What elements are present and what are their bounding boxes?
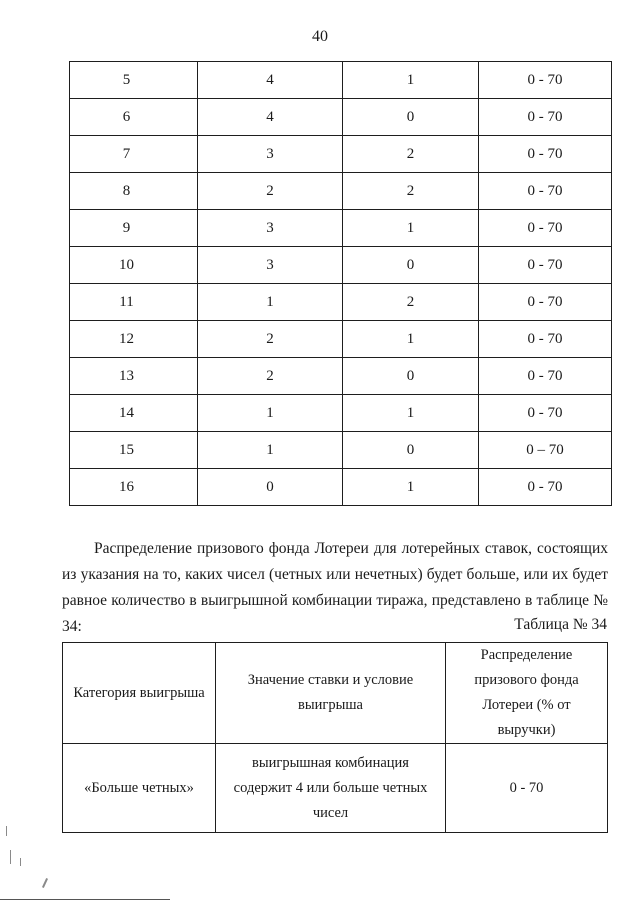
table-row bbox=[70, 395, 612, 432]
odd-count-cell: 1 bbox=[343, 469, 479, 506]
body-paragraph: Распределение призового фонда Лотереи для лотерейных ставок, состоящих из указания на то, каких чисел (четных или нечетных) будет больше, или их будет равное количество в выигрышной комбинации тиража, представлено в таблице № 34: bbox=[62, 540, 608, 635]
table-row bbox=[70, 210, 612, 247]
header-category: Категория выигрыша bbox=[63, 643, 216, 744]
bottom-rule bbox=[0, 899, 170, 900]
category-cell: 5 bbox=[70, 62, 198, 99]
category-cell: 9 bbox=[70, 210, 198, 247]
even-count-cell: 4 bbox=[198, 62, 343, 99]
distribution-cell: 0 - 70 bbox=[479, 210, 612, 247]
odd-count-cell: 1 bbox=[343, 395, 479, 432]
even-count-cell: 3 bbox=[198, 210, 343, 247]
odd-count-cell: 2 bbox=[343, 284, 479, 321]
even-count-cell: 1 bbox=[198, 432, 343, 469]
odd-count-cell: 0 bbox=[343, 358, 479, 395]
category-cell: 10 bbox=[70, 247, 198, 284]
scan-artifact bbox=[42, 878, 48, 888]
category-cell: 6 bbox=[70, 99, 198, 136]
category-cell: 13 bbox=[70, 358, 198, 395]
odd-count-cell: 0 bbox=[343, 99, 479, 136]
distribution-cell: 0 - 70 bbox=[479, 136, 612, 173]
even-count-cell: 4 bbox=[198, 99, 343, 136]
category-cell: «Больше четных» bbox=[63, 744, 216, 833]
category-cell: 8 bbox=[70, 173, 198, 210]
odd-count-cell: 0 bbox=[343, 432, 479, 469]
even-count-cell: 2 bbox=[198, 358, 343, 395]
table-row bbox=[63, 744, 608, 833]
scan-artifact bbox=[6, 826, 7, 836]
distribution-cell: 0 - 70 bbox=[479, 173, 612, 210]
table-row bbox=[70, 321, 612, 358]
odd-count-cell: 2 bbox=[343, 136, 479, 173]
table-header-row bbox=[63, 643, 608, 744]
odd-count-cell: 1 bbox=[343, 321, 479, 358]
table-row bbox=[70, 432, 612, 469]
distribution-cell: 0 - 70 bbox=[479, 469, 612, 506]
distribution-cell: 0 - 70 bbox=[479, 358, 612, 395]
header-distribution: Распределение призового фонда Лотереи (% от выручки) bbox=[446, 643, 608, 744]
scan-artifact bbox=[10, 850, 11, 864]
odd-count-cell: 2 bbox=[343, 173, 479, 210]
distribution-cell: 0 - 70 bbox=[446, 744, 608, 833]
table-34 bbox=[62, 642, 608, 833]
even-count-cell: 0 bbox=[198, 469, 343, 506]
category-cell: 7 bbox=[70, 136, 198, 173]
even-count-cell: 1 bbox=[198, 284, 343, 321]
distribution-cell: 0 - 70 bbox=[479, 284, 612, 321]
even-count-cell: 2 bbox=[198, 173, 343, 210]
odd-count-cell: 0 bbox=[343, 247, 479, 284]
condition-cell: выигрышная комбинация содержит 4 или больше четных чисел bbox=[216, 744, 446, 833]
category-cell: 11 bbox=[70, 284, 198, 321]
table-row bbox=[70, 358, 612, 395]
header-condition: Значение ставки и условие выигрыша bbox=[216, 643, 446, 744]
odd-count-cell: 1 bbox=[343, 62, 479, 99]
even-count-cell: 3 bbox=[198, 247, 343, 284]
table-row bbox=[70, 173, 612, 210]
category-cell: 16 bbox=[70, 469, 198, 506]
table-row bbox=[70, 284, 612, 321]
even-count-cell: 1 bbox=[198, 395, 343, 432]
table-row bbox=[70, 136, 612, 173]
table-row bbox=[70, 469, 612, 506]
odd-count-cell: 1 bbox=[343, 210, 479, 247]
distribution-cell: 0 - 70 bbox=[479, 247, 612, 284]
table-row bbox=[70, 247, 612, 284]
even-count-cell: 2 bbox=[198, 321, 343, 358]
scan-artifact bbox=[20, 858, 21, 866]
page-number: 40 bbox=[312, 28, 328, 45]
prize-distribution-table bbox=[69, 61, 612, 506]
distribution-cell: 0 – 70 bbox=[479, 432, 612, 469]
table-row bbox=[70, 62, 612, 99]
even-count-cell: 3 bbox=[198, 136, 343, 173]
distribution-cell: 0 - 70 bbox=[479, 62, 612, 99]
category-cell: 15 bbox=[70, 432, 198, 469]
category-cell: 12 bbox=[70, 321, 198, 358]
table-caption: Таблица № 34 bbox=[514, 616, 607, 633]
table-row bbox=[70, 99, 612, 136]
category-cell: 14 bbox=[70, 395, 198, 432]
distribution-cell: 0 - 70 bbox=[479, 395, 612, 432]
distribution-cell: 0 - 70 bbox=[479, 99, 612, 136]
distribution-cell: 0 - 70 bbox=[479, 321, 612, 358]
